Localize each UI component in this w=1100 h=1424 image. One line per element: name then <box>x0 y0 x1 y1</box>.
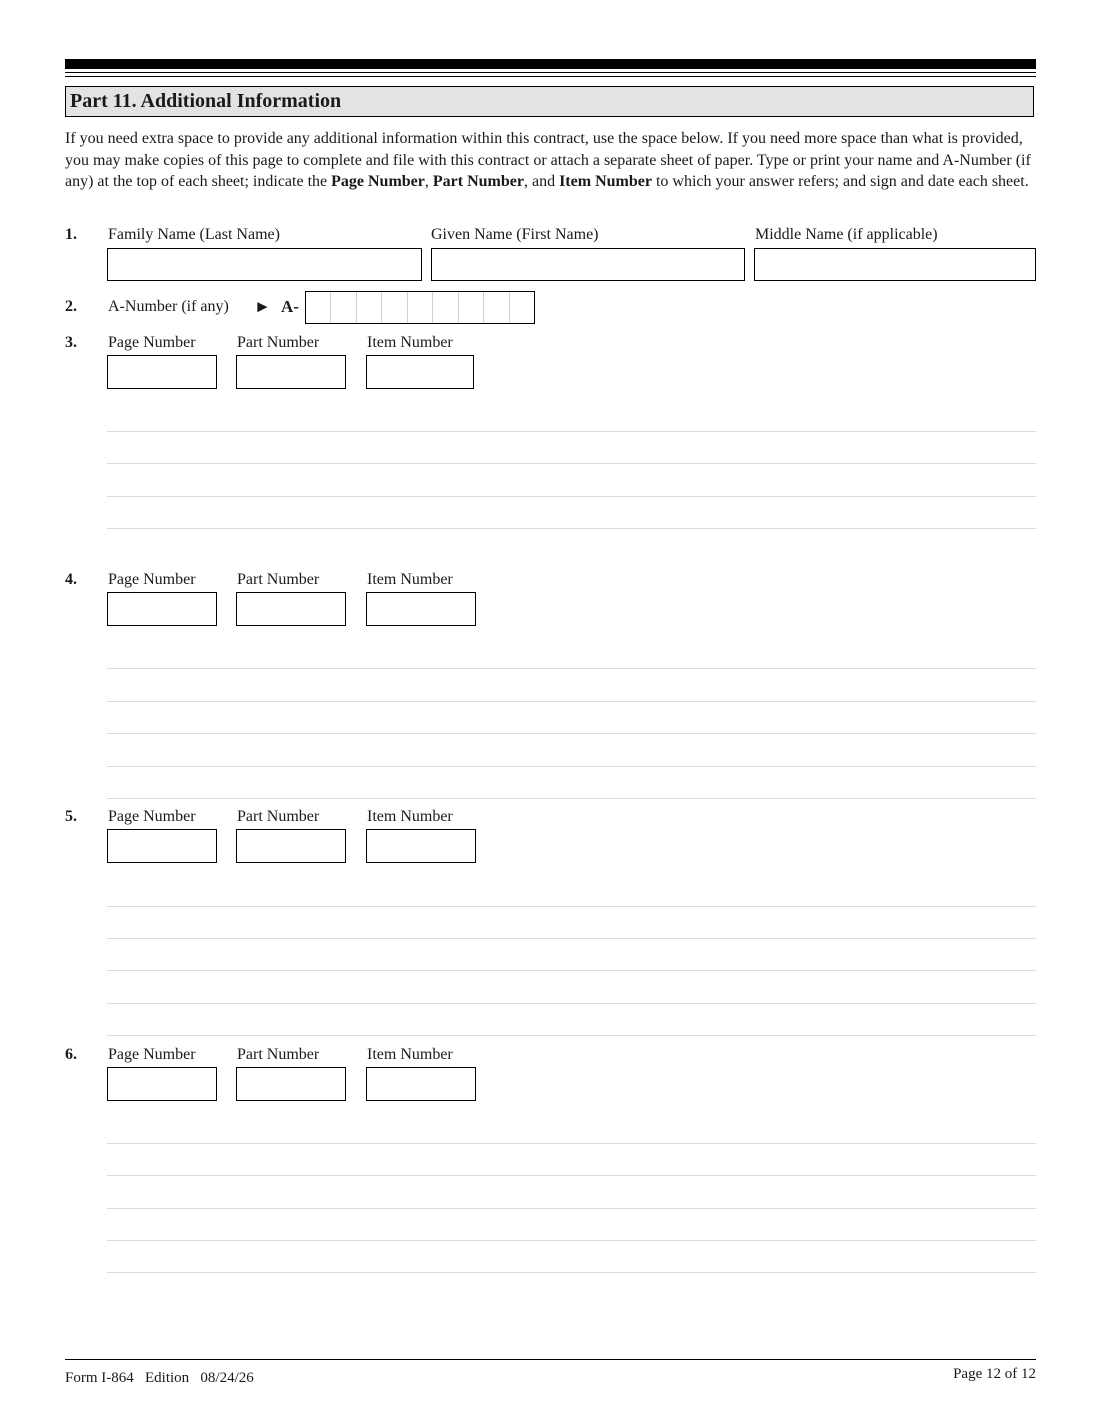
item-number: 3. <box>65 334 77 351</box>
intro-paragraph <box>65 128 1040 193</box>
page-number-field[interactable] <box>107 1067 217 1101</box>
part-number-label: Part Number <box>237 808 320 825</box>
part-number-field[interactable] <box>236 829 346 863</box>
answer-line[interactable] <box>107 431 1036 432</box>
answer-line[interactable] <box>107 906 1036 907</box>
answer-line[interactable] <box>107 938 1036 939</box>
item-number-label: Item Number <box>367 571 453 588</box>
item-number-label: Item Number <box>367 1046 453 1063</box>
part-header <box>65 86 1034 117</box>
family-name-field[interactable] <box>107 248 422 281</box>
intro-bold-part-number: Part Number <box>432 173 524 190</box>
part-number-field[interactable] <box>236 355 346 389</box>
answer-line[interactable] <box>107 798 1036 799</box>
answer-line[interactable] <box>107 1003 1036 1004</box>
a-number-digit-cell[interactable] <box>459 292 484 323</box>
item-number: 2. <box>65 298 77 315</box>
answer-line[interactable] <box>107 528 1036 529</box>
intro-bold-page-number: Page Number <box>331 173 425 190</box>
top-thick-rule <box>65 59 1036 69</box>
answer-line[interactable] <box>107 701 1036 702</box>
part-number-label: Part Number <box>237 571 320 588</box>
intro-separator: , <box>424 173 433 190</box>
answer-line[interactable] <box>107 1240 1036 1241</box>
answer-line[interactable] <box>107 463 1036 464</box>
page-number-field[interactable] <box>107 355 217 389</box>
top-thin-rule-2 <box>65 76 1036 77</box>
answer-line[interactable] <box>107 496 1036 497</box>
item-number: 4. <box>65 571 77 588</box>
a-number-digit-cell[interactable] <box>382 292 407 323</box>
item-number: 6. <box>65 1046 77 1063</box>
part-number-field[interactable] <box>236 592 346 626</box>
given-name-label: Given Name (First Name) <box>431 226 599 243</box>
part-title: Part 11. Additional Information <box>70 90 342 112</box>
answer-line[interactable] <box>107 766 1036 767</box>
a-number-label: A-Number (if any) <box>108 298 229 315</box>
a-number-digit-cell[interactable] <box>510 292 534 323</box>
top-thin-rule <box>65 72 1036 73</box>
page-number-label: Page Number <box>108 1046 196 1063</box>
item-number: 5. <box>65 808 77 825</box>
page-number-label: Page Number <box>108 334 196 351</box>
answer-line[interactable] <box>107 733 1036 734</box>
answer-line[interactable] <box>107 1208 1036 1209</box>
answer-line[interactable] <box>107 1272 1036 1273</box>
a-number-digit-cell[interactable] <box>484 292 509 323</box>
a-number-prefix: A- <box>281 297 299 316</box>
page-number-label: Page Number <box>108 808 196 825</box>
item-number-label: Item Number <box>367 808 453 825</box>
answer-line[interactable] <box>107 970 1036 971</box>
arrow-right-icon: ► <box>254 297 271 316</box>
given-name-field[interactable] <box>431 248 745 281</box>
intro-text: If you need extra space to provide any additional information within this contract, use the space below. If you need more space than what is provided, you may make copies of this page to complete and file with this contract or attach a separate sheet of paper. Type or print your name and A-Number (if any) at the top of each sheet; indicate the <box>65 130 1031 190</box>
a-number-field[interactable] <box>305 291 535 324</box>
item-number-label: Item Number <box>367 334 453 351</box>
family-name-label: Family Name (Last Name) <box>108 226 280 243</box>
intro-separator: , and <box>523 173 560 190</box>
item-number-field[interactable] <box>366 355 474 389</box>
middle-name-field[interactable] <box>754 248 1036 281</box>
page-number-field[interactable] <box>107 829 217 863</box>
middle-name-label: Middle Name (if applicable) <box>755 226 938 243</box>
answer-line[interactable] <box>107 1175 1036 1176</box>
part-number-label: Part Number <box>237 334 320 351</box>
item-number: 1. <box>65 226 77 243</box>
page-number-field[interactable] <box>107 592 217 626</box>
a-number-digit-cell[interactable] <box>408 292 433 323</box>
form-edition: Form I-864 Edition 08/24/26 <box>65 1370 254 1386</box>
footer-rule <box>65 1359 1036 1360</box>
item-number-field[interactable] <box>366 1067 476 1101</box>
a-number-digit-cell[interactable] <box>433 292 458 323</box>
item-number-field[interactable] <box>366 829 476 863</box>
a-number-digit-cell[interactable] <box>331 292 356 323</box>
answer-line[interactable] <box>107 668 1036 669</box>
a-number-digit-cell[interactable] <box>357 292 382 323</box>
page-indicator: Page 12 of 12 <box>953 1366 1036 1382</box>
item-number-field[interactable] <box>366 592 476 626</box>
a-number-digit-cell[interactable] <box>306 292 331 323</box>
part-number-label: Part Number <box>237 1046 320 1063</box>
page-number-label: Page Number <box>108 571 196 588</box>
part-number-field[interactable] <box>236 1067 346 1101</box>
answer-line[interactable] <box>107 1143 1036 1144</box>
intro-bold-item-number: Item Number <box>559 173 652 190</box>
answer-line[interactable] <box>107 1035 1036 1036</box>
intro-text-end: to which your answer refers; and sign and date each sheet. <box>651 173 1029 190</box>
